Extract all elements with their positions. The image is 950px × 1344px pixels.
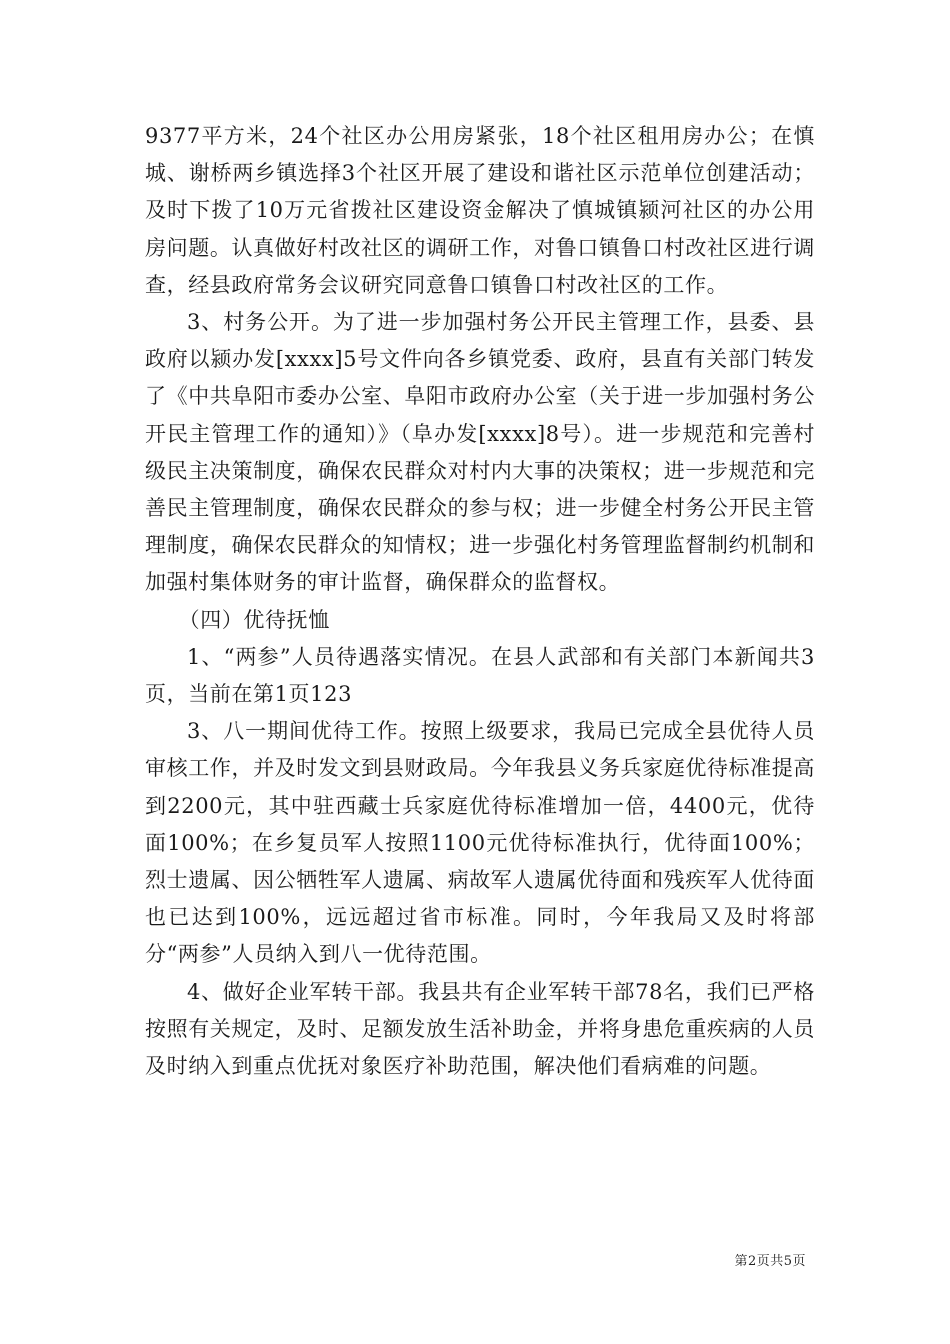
- section-heading-preferential-care: （四）优待抚恤: [178, 607, 330, 632]
- paragraph-august-first: 3、八一期间优待工作。按照上级要求，我局已完成全县优待人员审核工作，并及时发文到县财政局。今年我县义务兵家庭优待标准提高到2200元，其中驻西藏士兵家庭优待标准增加一倍，4400元，优待面100%；在乡复员军人按照1100元优待标准执行，优待面100%；烈士遗属、因公牺牲军人遗属、病故军人遗属优待面和残疾军人优待面也已达到100%，远远超过省市标准。同时，今年我局又及时将部分“两参”人员纳入到八一优待范围。: [145, 719, 815, 967]
- paragraph-community-office: 9377平方米，24个社区办公用房紧张，18个社区租用房办公；在慎城、谢桥两乡镇选择3个社区开展了建设和谐社区示范单位创建活动；及时下拨了10万元省拨社区建设资金解决了慎城镇颍河社区的办公用房问题。认真做好村改社区的调研工作，对鲁口镇鲁口村改社区进行调查，经县政府常务会议研究同意鲁口镇鲁口村改社区的工作。: [145, 124, 815, 297]
- paragraph-two-participants: 1、“两参”人员待遇落实情况。在县人武部和有关部门本新闻共3页，当前在第1页123: [145, 644, 815, 707]
- paragraph-village-affairs: 3、村务公开。为了进一步加强村务公开民主管理工作，县委、县政府以颍办发[xxxx]5号文件向各乡镇党委、政府，县直有关部门转发了《中共阜阳市委办公室、阜阳市政府办公室（关于进一步加强村务公开民主管理工作的通知）》（阜办发[xxxx]8号）。进一步规范和完善村级民主决策制度，确保农民群众对村内大事的决策权；进一步规范和完善民主管理制度，确保农民群众的参与权；进一步健全村务公开民主管理制度，确保农民群众的知情权；进一步强化村务管理监督制约机制和加强村集体财务的审计监督，确保群众的监督权。: [145, 310, 815, 595]
- document-body: [145, 118, 815, 1085]
- paragraph-enterprise-cadres: 4、做好企业军转干部。我县共有企业军转干部78名，我们已严格按照有关规定，及时、足额发放生活补助金，并将身患危重疾病的人员及时纳入到重点优抚对象医疗补助范围，解决他们看病难的问题。: [145, 979, 815, 1079]
- page-number-footer: 第2页共5页: [734, 1254, 806, 1269]
